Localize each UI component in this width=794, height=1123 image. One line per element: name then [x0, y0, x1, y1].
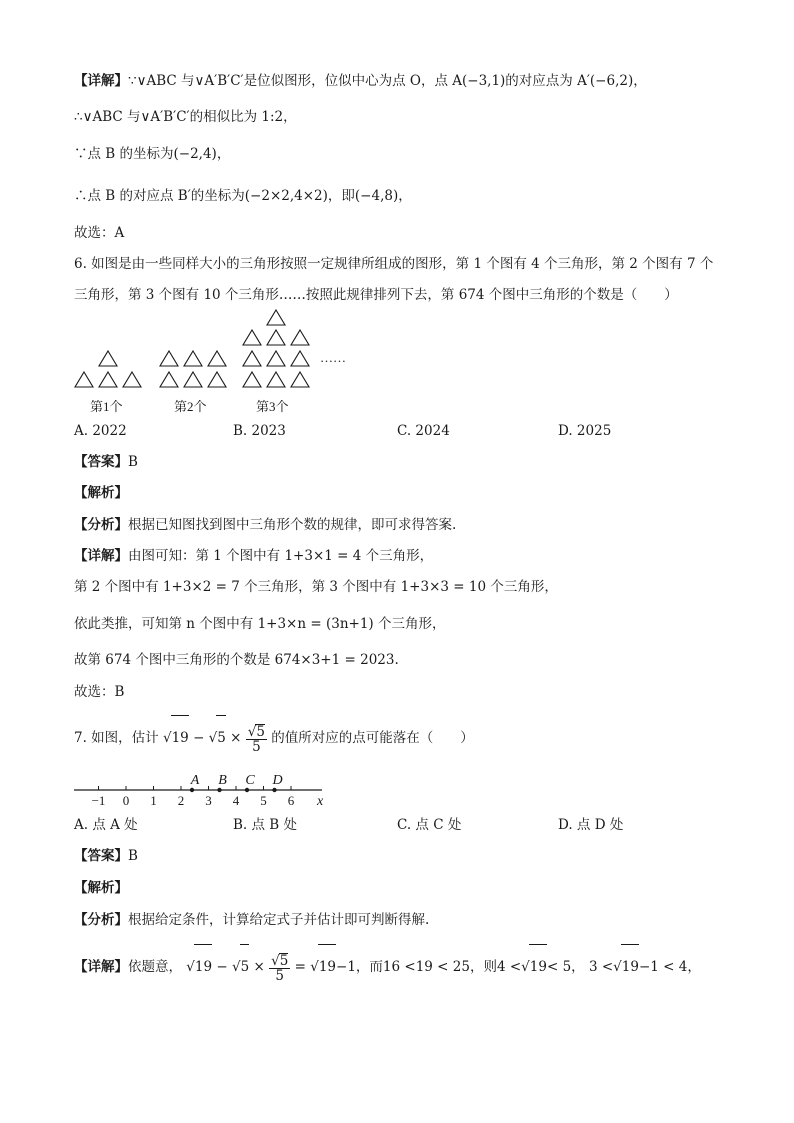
q6-option-b: B. 2023: [233, 423, 286, 439]
q7-d-ineq3a: 3 <: [588, 959, 614, 975]
sqrt-icon: √: [232, 959, 241, 975]
q6-option-d: D. 2025: [558, 423, 612, 439]
q7-d-fraction: [269, 953, 290, 983]
q6-analysis-tag: [74, 483, 128, 503]
q7-option-a: A. 点 A 处: [74, 817, 138, 833]
sqrt-icon: √: [186, 959, 195, 975]
q7-frac-num: 5: [256, 723, 265, 740]
number-line-point-label: D: [272, 773, 283, 788]
number-line-point: [245, 788, 249, 792]
number-line-tick-label: 6: [287, 793, 295, 808]
number-line-tick-label: 4: [232, 793, 240, 808]
q7-d-radicand-2: 5: [240, 944, 250, 989]
triangle-icon: [291, 351, 309, 366]
q6-option-c: C. 2024: [397, 423, 450, 439]
triangle-icon: [99, 372, 117, 387]
q6-detail-text1: 由图可知：第 1 个图中有 1+3×1 = 4 个三角形，: [128, 548, 434, 564]
number-line-tick-label: 1: [150, 793, 157, 808]
q7-d-mid1: −1，而: [336, 959, 383, 975]
q6-detail-line3: 依此类推，可知第 n 个图中有 1+3×n = (3n+1) 个三角形，: [74, 616, 446, 632]
q5-detail-text1: ∵∨ABC 与∨A′B′C′是位似图形，位似中心为点 O，点 A(−3,1)的对应点为 A′(−6,2)，: [128, 73, 647, 89]
number-line-tick-label: −1: [91, 793, 106, 808]
q7-d-radicand-4: 19: [529, 944, 547, 989]
q7-stem-suffix: 的值所对应的点可能落在（ ）: [271, 730, 474, 746]
q7-d-minus: −: [216, 959, 228, 975]
triangle-icon: [243, 351, 261, 366]
sqrt-icon: √: [271, 952, 280, 969]
triangle-icon: [267, 351, 285, 366]
q7-d-ineq2b: < 5，: [546, 959, 585, 975]
q7-fenxi-text: 根据给定条件，计算给定式子并估计即可判断得解.: [128, 912, 430, 928]
q7-radicand-1: 19: [171, 715, 189, 760]
q7-d-times: ×: [253, 959, 265, 975]
number-line-tick-label: 0: [122, 793, 130, 808]
q7-option-c: C. 点 C 处: [397, 817, 462, 833]
q7-d-frac-num: 5: [279, 952, 289, 969]
q6-answer-line: [74, 452, 138, 472]
q7-option-b: B. 点 B 处: [233, 817, 298, 833]
q7-analysis-tag-text: 【解析】: [74, 880, 128, 896]
q7-radicand-2: 5: [216, 715, 226, 760]
q6-figure-ellipsis: ……: [320, 350, 346, 365]
q7-fraction: [246, 724, 267, 754]
q6-detail-line4: 故第 674 个图中三角形的个数是 674×3+1 = 2023.: [74, 652, 399, 668]
q7-detail-prefix: 依题意，: [128, 959, 182, 975]
triangle-icon: [243, 372, 261, 387]
number-line-tick-label: 2: [177, 793, 185, 808]
q7-fenxi-tag: 【分析】: [74, 912, 128, 928]
q7-d-ineq2a: 4 <: [496, 959, 522, 975]
sqrt-icon: √: [208, 730, 218, 746]
number-line-point-label: B: [218, 773, 227, 788]
q6-figure-label-1: 第1个: [90, 399, 123, 414]
q7-option-d: D. 点 D 处: [558, 817, 624, 833]
q6-choice: 故选：B: [74, 684, 125, 700]
q6-detail-tag: 【详解】: [74, 548, 128, 564]
q5-detail-line1: [74, 71, 647, 91]
q7-detail-line: [74, 944, 701, 988]
q6-fenxi-text: 根据已知图找到图中三角形个数的规律，即可求得答案.: [128, 517, 457, 533]
triangle-icon: [75, 372, 93, 387]
q7-d-eq: =: [294, 959, 311, 975]
q7-d-frac-den: 5: [275, 967, 284, 984]
q7-d-radicand-1: 19: [194, 944, 212, 989]
number-line-tick-label: 3: [205, 793, 212, 808]
triangle-icon: [184, 351, 202, 366]
triangle-icon: [267, 310, 285, 325]
q7-d-radicand-5: 19: [621, 944, 639, 989]
q5-detail-line2: ∴∨ABC 与∨A′B′C′的相似比为 1:2，: [74, 109, 297, 125]
q6-analysis-tag-text: 【解析】: [74, 485, 128, 501]
q7-answer-tag: 【答案】: [74, 848, 128, 864]
q5-detail-line4: ∴点 B 的对应点 B′的坐标为(−2×2,4×2)，即(−4,8)，: [74, 188, 412, 204]
triangle-icon: [160, 351, 178, 366]
triangle-icon: [208, 351, 226, 366]
number-line-point: [272, 788, 276, 792]
q5-detail-tag: 【详解】: [74, 73, 128, 89]
number-line-point: [190, 788, 194, 792]
q6-triangle-figure: [70, 308, 370, 418]
number-line-tick-label: 5: [260, 793, 267, 808]
q7-stem: [74, 715, 474, 759]
q7-analysis-tag: [74, 878, 128, 898]
triangle-icon: [291, 330, 309, 345]
q6-detail-line1: [74, 546, 433, 566]
triangle-icon: [243, 330, 261, 345]
triangle-icon: [267, 372, 285, 387]
q6-figure-label-2: 第2个: [174, 399, 207, 414]
number-line-axis-label: x: [317, 794, 324, 809]
q7-d-ineq3b: −1 < 4，: [638, 959, 701, 975]
sqrt-icon: √: [162, 730, 172, 746]
q5-choice: 故选：A: [74, 225, 125, 241]
q6-stem-line2: 三角形，第 3 个图有 10 个三角形……按照此规律排列下去，第 674 个图中三角形的个数是（ ）: [74, 287, 678, 303]
number-line-point: [217, 788, 221, 792]
number-line-point-label: C: [245, 773, 255, 788]
triangle-icon: [160, 372, 178, 387]
q6-fenxi-tag: 【分析】: [74, 517, 128, 533]
triangle-icon: [267, 330, 285, 345]
q7-frac-den: 5: [252, 738, 261, 755]
q6-detail-line2: 第 2 个图中有 1+3×2 = 7 个三角形，第 3 个图中有 1+3×3 = 10 个三角形，: [74, 579, 558, 595]
q6-option-a: A. 2022: [74, 423, 127, 439]
sqrt-icon: √: [310, 959, 319, 975]
number-line-point-label: A: [190, 773, 200, 788]
q6-fenxi-line: [74, 515, 456, 535]
sqrt-icon: √: [247, 723, 257, 740]
triangle-icon: [123, 372, 141, 387]
q6-answer: B: [128, 454, 138, 470]
q7-d-ineq1: 16 <19 < 25: [382, 959, 470, 975]
q6-stem-line1: 6. 如图是由一些同样大小的三角形按照一定规律所组成的图形，第 1 个图有 4 个三角形，第 2 个图有 7 个: [74, 256, 714, 272]
q7-minus: −: [193, 730, 205, 746]
q7-number-line: [70, 766, 340, 810]
triangle-icon: [99, 351, 117, 366]
triangle-icon: [208, 372, 226, 387]
q7-d-radicand-3: 19: [318, 944, 336, 989]
q7-d-mid2: ，则: [469, 959, 497, 975]
sqrt-icon: √: [613, 959, 622, 975]
q5-detail-line3: ∵点 B 的坐标为(−2,4)，: [74, 146, 231, 162]
q6-figure-label-3: 第3个: [256, 399, 289, 414]
sqrt-icon: √: [521, 959, 530, 975]
q7-stem-prefix: 7. 如图，估计: [74, 730, 159, 746]
q7-times: ×: [230, 730, 242, 746]
q7-detail-tag: 【详解】: [74, 959, 128, 975]
q7-fenxi-line: [74, 910, 429, 930]
triangle-icon: [184, 372, 202, 387]
q7-answer-line: [74, 846, 138, 866]
q7-answer: B: [128, 848, 138, 864]
triangle-icon: [291, 372, 309, 387]
q7-expression: [162, 723, 271, 755]
q6-answer-tag: 【答案】: [74, 454, 128, 470]
